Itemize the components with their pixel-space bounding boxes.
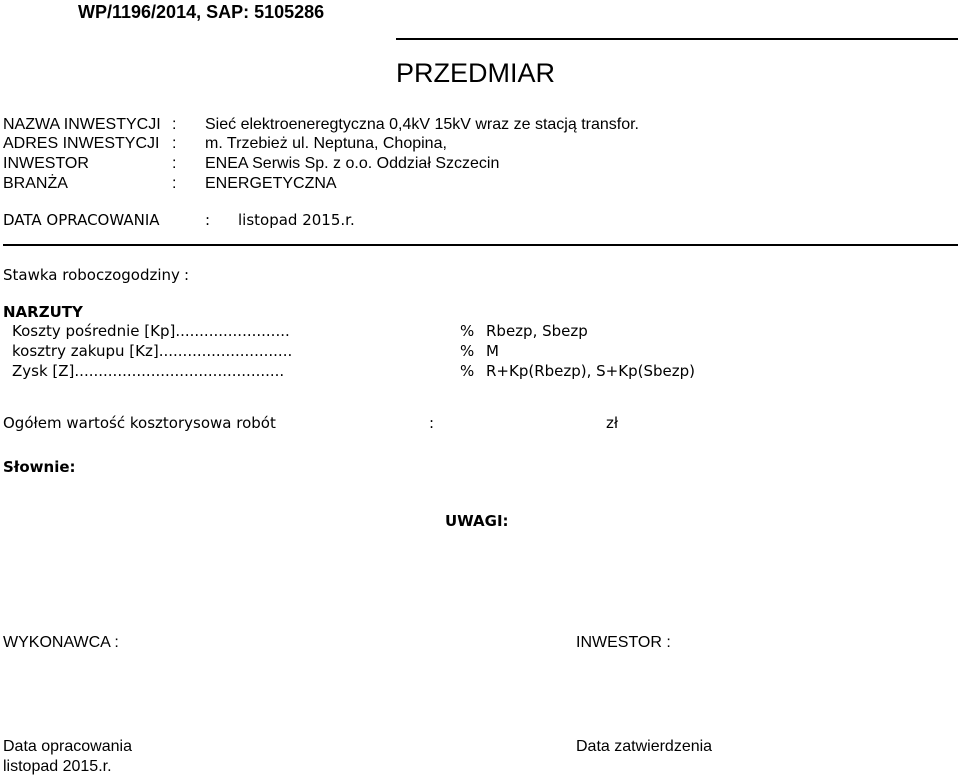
date-prepared-separator: : — [205, 211, 211, 229]
remarks-heading: UWAGI: — [445, 512, 509, 530]
total-cost-separator: : — [429, 414, 435, 432]
investment-name-value: Sieć elektroeneregtyczna 0,4kV 15kV wraz ze stacją transfor. — [205, 116, 639, 133]
surcharge-label: Zysk [Z]............................................ — [12, 362, 285, 380]
branch-separator: : — [172, 175, 177, 192]
surcharge-basis: Rbezp, Sbezp — [486, 322, 588, 340]
date-prepared-label: DATA OPRACOWANIA — [3, 211, 160, 229]
prepared-date-value: listopad 2015.r. — [3, 758, 112, 775]
amount-in-words-label: Słownie: — [3, 458, 76, 476]
investment-address-separator: : — [172, 135, 177, 152]
investor-label: INWESTOR — [3, 155, 89, 172]
investor-separator: : — [172, 155, 177, 172]
surcharge-unit: % — [460, 322, 475, 340]
branch-label: BRANŻA — [3, 175, 68, 192]
page-title: PRZEDMIAR — [396, 58, 556, 88]
header-divider — [396, 38, 958, 40]
approval-date-label: Data zatwierdzenia — [576, 738, 713, 755]
surcharge-unit: % — [460, 362, 475, 380]
investment-name-separator: : — [172, 116, 177, 133]
total-cost-currency: zł — [606, 414, 619, 432]
surcharges-heading: NARZUTY — [3, 303, 83, 321]
date-prepared-value: listopad 2015.r. — [238, 211, 355, 229]
investment-name-label: NAZWA INWESTYCJI — [3, 116, 161, 133]
branch-value: ENERGETYCZNA — [205, 175, 337, 192]
labor-rate-separator: : — [184, 266, 190, 284]
investor-signature-label: INWESTOR : — [576, 634, 671, 651]
surcharge-basis: R+Kp(Rbezp), S+Kp(Sbezp) — [486, 362, 695, 380]
surcharge-basis: M — [486, 342, 499, 360]
labor-rate-label: Stawka roboczogodziny — [3, 266, 180, 284]
total-cost-label: Ogółem wartość kosztorysowa robót — [3, 414, 276, 432]
prepared-date-label: Data opracowania — [3, 738, 132, 755]
section-divider — [3, 244, 958, 246]
investor-value: ENEA Serwis Sp. z o.o. Oddział Szczecin — [205, 155, 500, 172]
surcharge-label: Koszty pośrednie [Kp]........................ — [12, 322, 290, 340]
surcharge-label: kosztry zakupu [Kz]............................ — [12, 342, 293, 360]
document-reference: WP/1196/2014, SAP: 5105286 — [78, 2, 325, 22]
investment-address-value: m. Trzebież ul. Neptuna, Chopina, — [205, 135, 447, 152]
investment-address-label: ADRES INWESTYCJI — [3, 135, 160, 152]
surcharge-unit: % — [460, 342, 475, 360]
contractor-label: WYKONAWCA : — [3, 634, 119, 651]
